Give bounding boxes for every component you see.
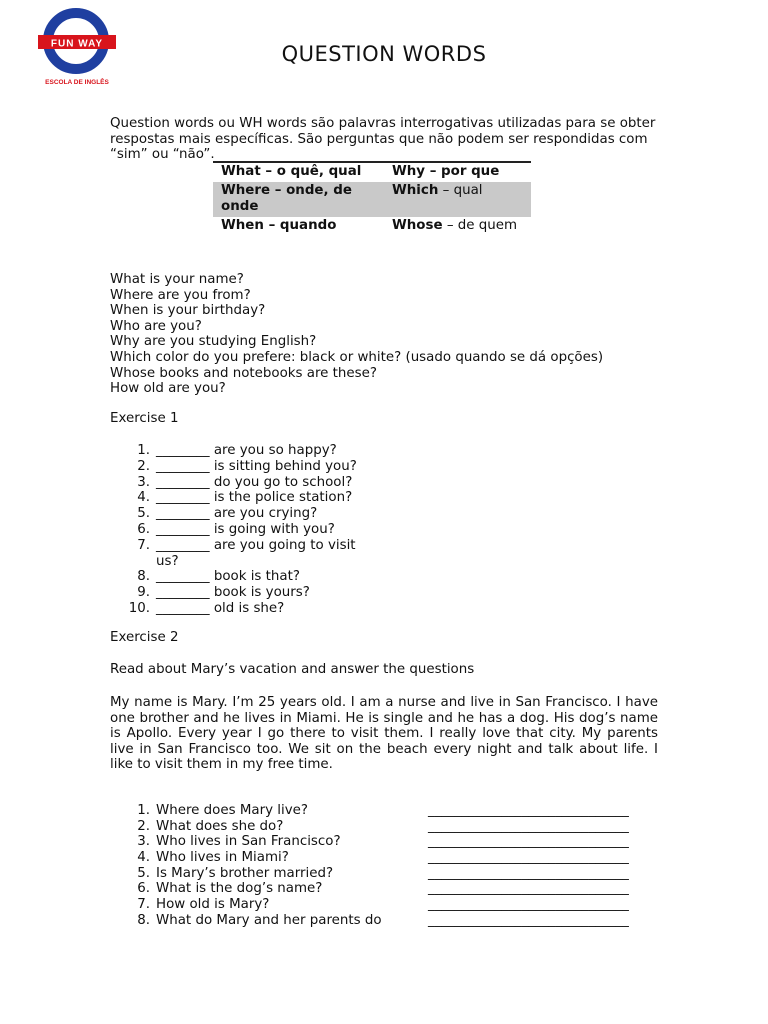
list-item — [110, 506, 390, 522]
question-words-table — [213, 161, 531, 235]
list-item — [110, 459, 390, 475]
intro-paragraph: Question words ou WH words são palavras interrogativas utilizadas para se obter respostas mais específicas. São perguntas que não podem ser respondidas com “sim” ou “não”. — [110, 116, 656, 162]
question-text: Where does Mary live? — [156, 803, 308, 818]
list-item — [110, 538, 381, 570]
table-cell-which-meaning: – qual — [438, 182, 483, 198]
example-line: Who are you? — [110, 318, 202, 334]
table-row — [213, 163, 531, 182]
item-number: 10. — [128, 600, 150, 616]
item-number: 7. — [137, 897, 150, 913]
item-number: 8. — [137, 912, 150, 928]
table-cell-whose: Whose — [392, 217, 443, 233]
answer-blank[interactable]: ______________________________ — [428, 803, 629, 818]
exercise1-list — [110, 443, 390, 617]
answer-blank[interactable]: ______________________________ — [428, 881, 629, 897]
item-number: 5. — [137, 865, 150, 881]
item-number: 2. — [137, 458, 150, 474]
item-number: 7. — [137, 537, 150, 553]
item-number: 3. — [137, 474, 150, 490]
list-item — [110, 585, 390, 601]
table-cell-whose-meaning: – de quem — [442, 217, 518, 233]
item-number: 9. — [137, 585, 150, 601]
logo-brand-text: FUN WAY — [50, 38, 104, 50]
list-item — [110, 475, 390, 491]
item-number: 6. — [137, 521, 150, 537]
list-item — [110, 569, 390, 585]
item-number: 4. — [137, 850, 150, 866]
page-title: QUESTION WORDS — [281, 42, 487, 66]
item-text: ________ book is yours? — [156, 585, 310, 601]
answer-blank[interactable]: ______________________________ — [428, 818, 629, 834]
example-line: Where are you from? — [110, 287, 251, 303]
question-text: What does she do? — [156, 818, 284, 834]
table-cell-which: Which — [392, 182, 439, 198]
item-text: ________ do you go to school? — [156, 474, 353, 490]
list-item — [110, 913, 658, 929]
list-item — [110, 850, 658, 866]
table-cell-why: Why – por que — [392, 164, 500, 179]
list-item — [110, 490, 390, 506]
mary-story-paragraph: My name is Mary. I’m 25 years old. I am a nurse and live in San Francisco. I have one brother and he lives in Miami. He is single and he has a dog. His dog’s name is Apollo. Every year I go there to visit them. I really love that city. My parents live in San Francisco too. We sit on the beach every night and talk about life. I like to visit them in my free time. — [110, 695, 658, 773]
item-number: 4. — [137, 490, 150, 506]
table-cell-what: What – o quê, qual — [221, 164, 362, 179]
item-number: 1. — [137, 443, 150, 458]
example-line: What is your name? — [110, 272, 244, 287]
list-item — [110, 819, 658, 835]
item-text: ________ is the police station? — [156, 490, 353, 506]
table-row — [213, 217, 531, 236]
answer-blank[interactable]: ______________________________ — [428, 912, 629, 928]
table-cell-where: Where – onde, de onde — [221, 182, 352, 214]
example-line: How old are you? — [110, 381, 226, 397]
question-text: Who lives in San Francisco? — [156, 834, 341, 850]
exercise2-questions — [110, 803, 658, 929]
exercise1-label: Exercise 1 — [110, 411, 179, 426]
list-item — [110, 834, 658, 850]
example-questions — [110, 272, 603, 397]
list-item — [110, 897, 658, 913]
logo-subtitle-text: ESCOLA DE INGLÊS — [45, 79, 109, 86]
item-text: ________ is sitting behind you? — [156, 458, 357, 474]
item-text: ________ old is she? — [156, 600, 285, 616]
item-number: 3. — [137, 834, 150, 850]
list-item — [110, 601, 390, 617]
item-number: 5. — [137, 506, 150, 522]
exercise2-instruction: Read about Mary’s vacation and answer the questions — [110, 662, 475, 677]
list-item — [110, 803, 658, 819]
item-number: 1. — [137, 803, 150, 818]
answer-blank[interactable]: ______________________________ — [428, 850, 629, 866]
question-text: Is Mary’s brother married? — [156, 865, 334, 881]
list-item — [110, 443, 390, 459]
item-number: 6. — [137, 881, 150, 897]
question-text: How old is Mary? — [156, 897, 270, 913]
question-text: What do Mary and her parents do — [156, 912, 382, 928]
answer-blank[interactable]: ______________________________ — [428, 897, 629, 913]
question-text: Who lives in Miami? — [156, 850, 289, 866]
answer-blank[interactable]: ______________________________ — [428, 834, 629, 850]
list-item — [110, 866, 658, 882]
item-text: ________ are you so happy? — [156, 443, 337, 458]
list-item — [110, 881, 658, 897]
example-line: Whose books and notebooks are these? — [110, 365, 377, 381]
example-line: Which color do you prefere: black or white? (usado quando se dá opções) — [110, 349, 604, 365]
table-cell-when: When – quando — [221, 217, 337, 233]
item-text: ________ is going with you? — [156, 521, 335, 537]
exercise2-label: Exercise 2 — [110, 630, 179, 645]
example-line: When is your birthday? — [110, 303, 266, 319]
table-row — [213, 182, 531, 217]
question-text: What is the dog’s name? — [156, 881, 323, 897]
example-line: Why are you studying English? — [110, 334, 317, 350]
item-text: ________ book is that? — [156, 569, 300, 585]
list-item — [110, 522, 390, 538]
answer-blank[interactable]: ______________________________ — [428, 865, 629, 881]
item-text: ________ are you crying? — [156, 506, 318, 522]
item-text: ________ are you going to visit us? — [156, 537, 356, 569]
item-number: 8. — [137, 569, 150, 585]
item-number: 2. — [137, 818, 150, 834]
